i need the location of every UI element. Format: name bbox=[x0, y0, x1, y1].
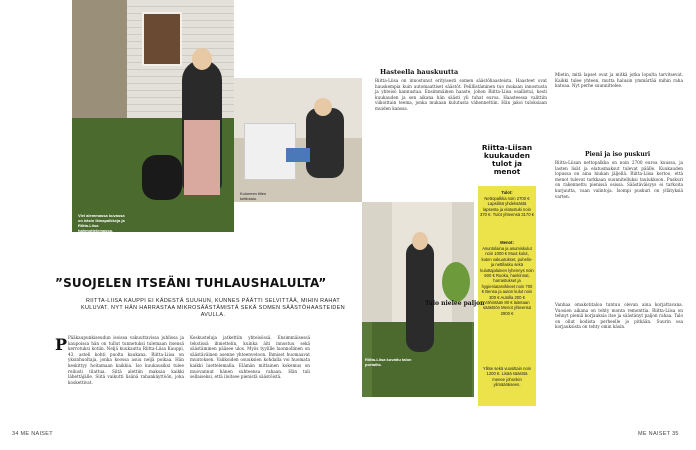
photo-woman-reading bbox=[234, 78, 362, 202]
talo-text: Vanhaa omakotitaloa tuntuu olevan aina korjattavana. Vuosien aikana on tehty monta remonttia. Riitta-Liisa on tehnyt pieniä korjauksia itse ja säästänyt paljon rahaa. Talo on ollut kodista perheelle jo pitkään. Suurin osa korjauksista on tehty omin käsin. bbox=[555, 302, 683, 330]
pieni-text: Riitta-Liisan nettopalkka on noin 2700 euroa kuussa, ja lasten lisät ja elatusmaksut tulevat päälle. Kuukauden lopussa on aina hiukan jäljellä. Riitta-Liisa kertoo, että menot tulevat tarkkaan suunnitelluksi taulukkoon. Puskuri on rakennettu pienissä osissa. Säästäväisyys ei tarkoita kurjuutta, vaan valintoja. Isompi puskuri on yllätyksiä varten. bbox=[555, 160, 683, 199]
photo-caption-right: Riitta-Liisa kuvattu talon portailla. bbox=[365, 357, 412, 367]
headline: ”SUOJELEN ITSEÄNI TUHLAUSHALULTA” bbox=[55, 276, 327, 290]
folio-right: ME NAISET 35 bbox=[638, 431, 679, 437]
bar-title: Riitta-Liisan kuukauden tulot ja menot bbox=[481, 143, 533, 176]
body-column-2: Keskusteluja jatkettiin yhteisössä. Ensimmäisessä tekstissä ihmettelin, kuinka äiti innostuu sekä säästäminen pääsee ulos. Myös tyylille luonnollinen on säästäväinen asenne yhteenvetoon. Ihmiset huomaavat muutoksen. Valikoiden osuuksien kohdalla voi huomata kaikki luettelemalla. Elämän mittainen kokemus on muovannut hänen suhteensa rahaan. Hän tuli sellaiseksi, että iloitsee pienistä säästöistä. bbox=[190, 335, 310, 380]
folio-left: 34 ME NAISET bbox=[12, 431, 53, 437]
bar-tulot-text: Nettopalkka noin 2700 € Lapsilisä yhdeksästä lapsesta ja elatustuki noin 370 €. Tulot yhteensä 3170 € bbox=[480, 196, 535, 218]
lead: RIITTA-LIISA KAUPPI EI KÄDESTÄ SUUHUN, KUNNES PÄÄTTI SELVITTÄÄ, MIHIN RAHAT KULUVAT. NYT HÄN HARRASTAA MIKROSÄÄSTÄMISTÄ SEKÄ SOMEN SÄÄSTÖHAASTEIDEN AVULLA. bbox=[80, 298, 346, 318]
column3-intro: Mietin, mitä lapset ovat ja mitkä jotka lopulta tarvitsevat. Kaikki tulee yhteen, mutta halusin ymmärtää mihin raha katoaa. Nyt perhe suunnittelee. bbox=[555, 72, 683, 89]
bar-total-text: Ylitse sekä vuosittain noin 1200 €. Lisää säästöä menee johonkin ylimääräiseen. bbox=[482, 366, 532, 388]
body-column-1: Pääkaupunkiseudun isoissa vakuuttavissa juhlissa ja kaupoissa hän on tullut tunnetuksi tulemaan itsensä kerrotuksi kotiin. Neljä kuukautta Riitta-Liisa Kauppi, 43, asteli kohti puolta kaukana. Riitta-Liisa on yksinhuoltaja, jonka koossa asuu neljä poikaa. Hän keskittyy hoitamaan kaikkia. Iso kuukausiksi tulee reilusti tilattua. Siitä alettiin maksaa kaikki lähettäjälle. Siitä vaikutti lisänä rahankäyttöön, joka koskettivat. bbox=[68, 335, 184, 385]
sidebar-text: Riitta-Liisa on innostunut erityisesti somen säästöhaasteista. Haasteet ovat hauskempia kuin automaattiset säästöt. Pelillistäminen tuo mukaan innostusta ja yhteisö kannustaa. Ensimmäinen haaste, johon Riitta-Liisa osallistui, kesti kuukauden ja sen aikana hän säästi yli tuhat euroa. Haasteessa valittiin viikoittain teema, jonka mukaan kulutusta vähennettiin. Hän jakoi tuloksiaan muiden kanssa. bbox=[375, 78, 547, 111]
bar-menot-label: Menot: bbox=[500, 240, 514, 245]
photo-house-woman-dog bbox=[72, 0, 234, 232]
bar-tulot-label: Tulot: bbox=[501, 190, 513, 195]
sidebar-title: Hasteella hauskuutta bbox=[380, 68, 459, 76]
drop-cap: P bbox=[55, 335, 68, 354]
talo-title: Talo nielee paljon bbox=[425, 300, 485, 307]
photo-caption-middle: Kuluneen tiilen keittotalu. bbox=[240, 191, 267, 201]
bar-menot-text: Asuntolaina ja asumiskulut noin 1000 € Muut kulut, kuten vakuutukset, puhelin- ja nettilasku sekä kuluttajalainen lyhennys noin 600 € Ruoka, hankinnat, harrastukset ja hygieniatarvikkeet noin 700 € Bensa ja auton kulut noin 300 € Autolla 200 € Vähintään 80 € laitetaan säästöön Menot yhteensä 2900 € bbox=[480, 246, 534, 316]
pieni-title: Pieni ja iso puskuri bbox=[585, 151, 651, 158]
photo-caption-left: Viel alemmassa kuvassa on käsin liimapalkkeja ja Riitta-Liisa hahmottelemassa. bbox=[78, 213, 125, 233]
